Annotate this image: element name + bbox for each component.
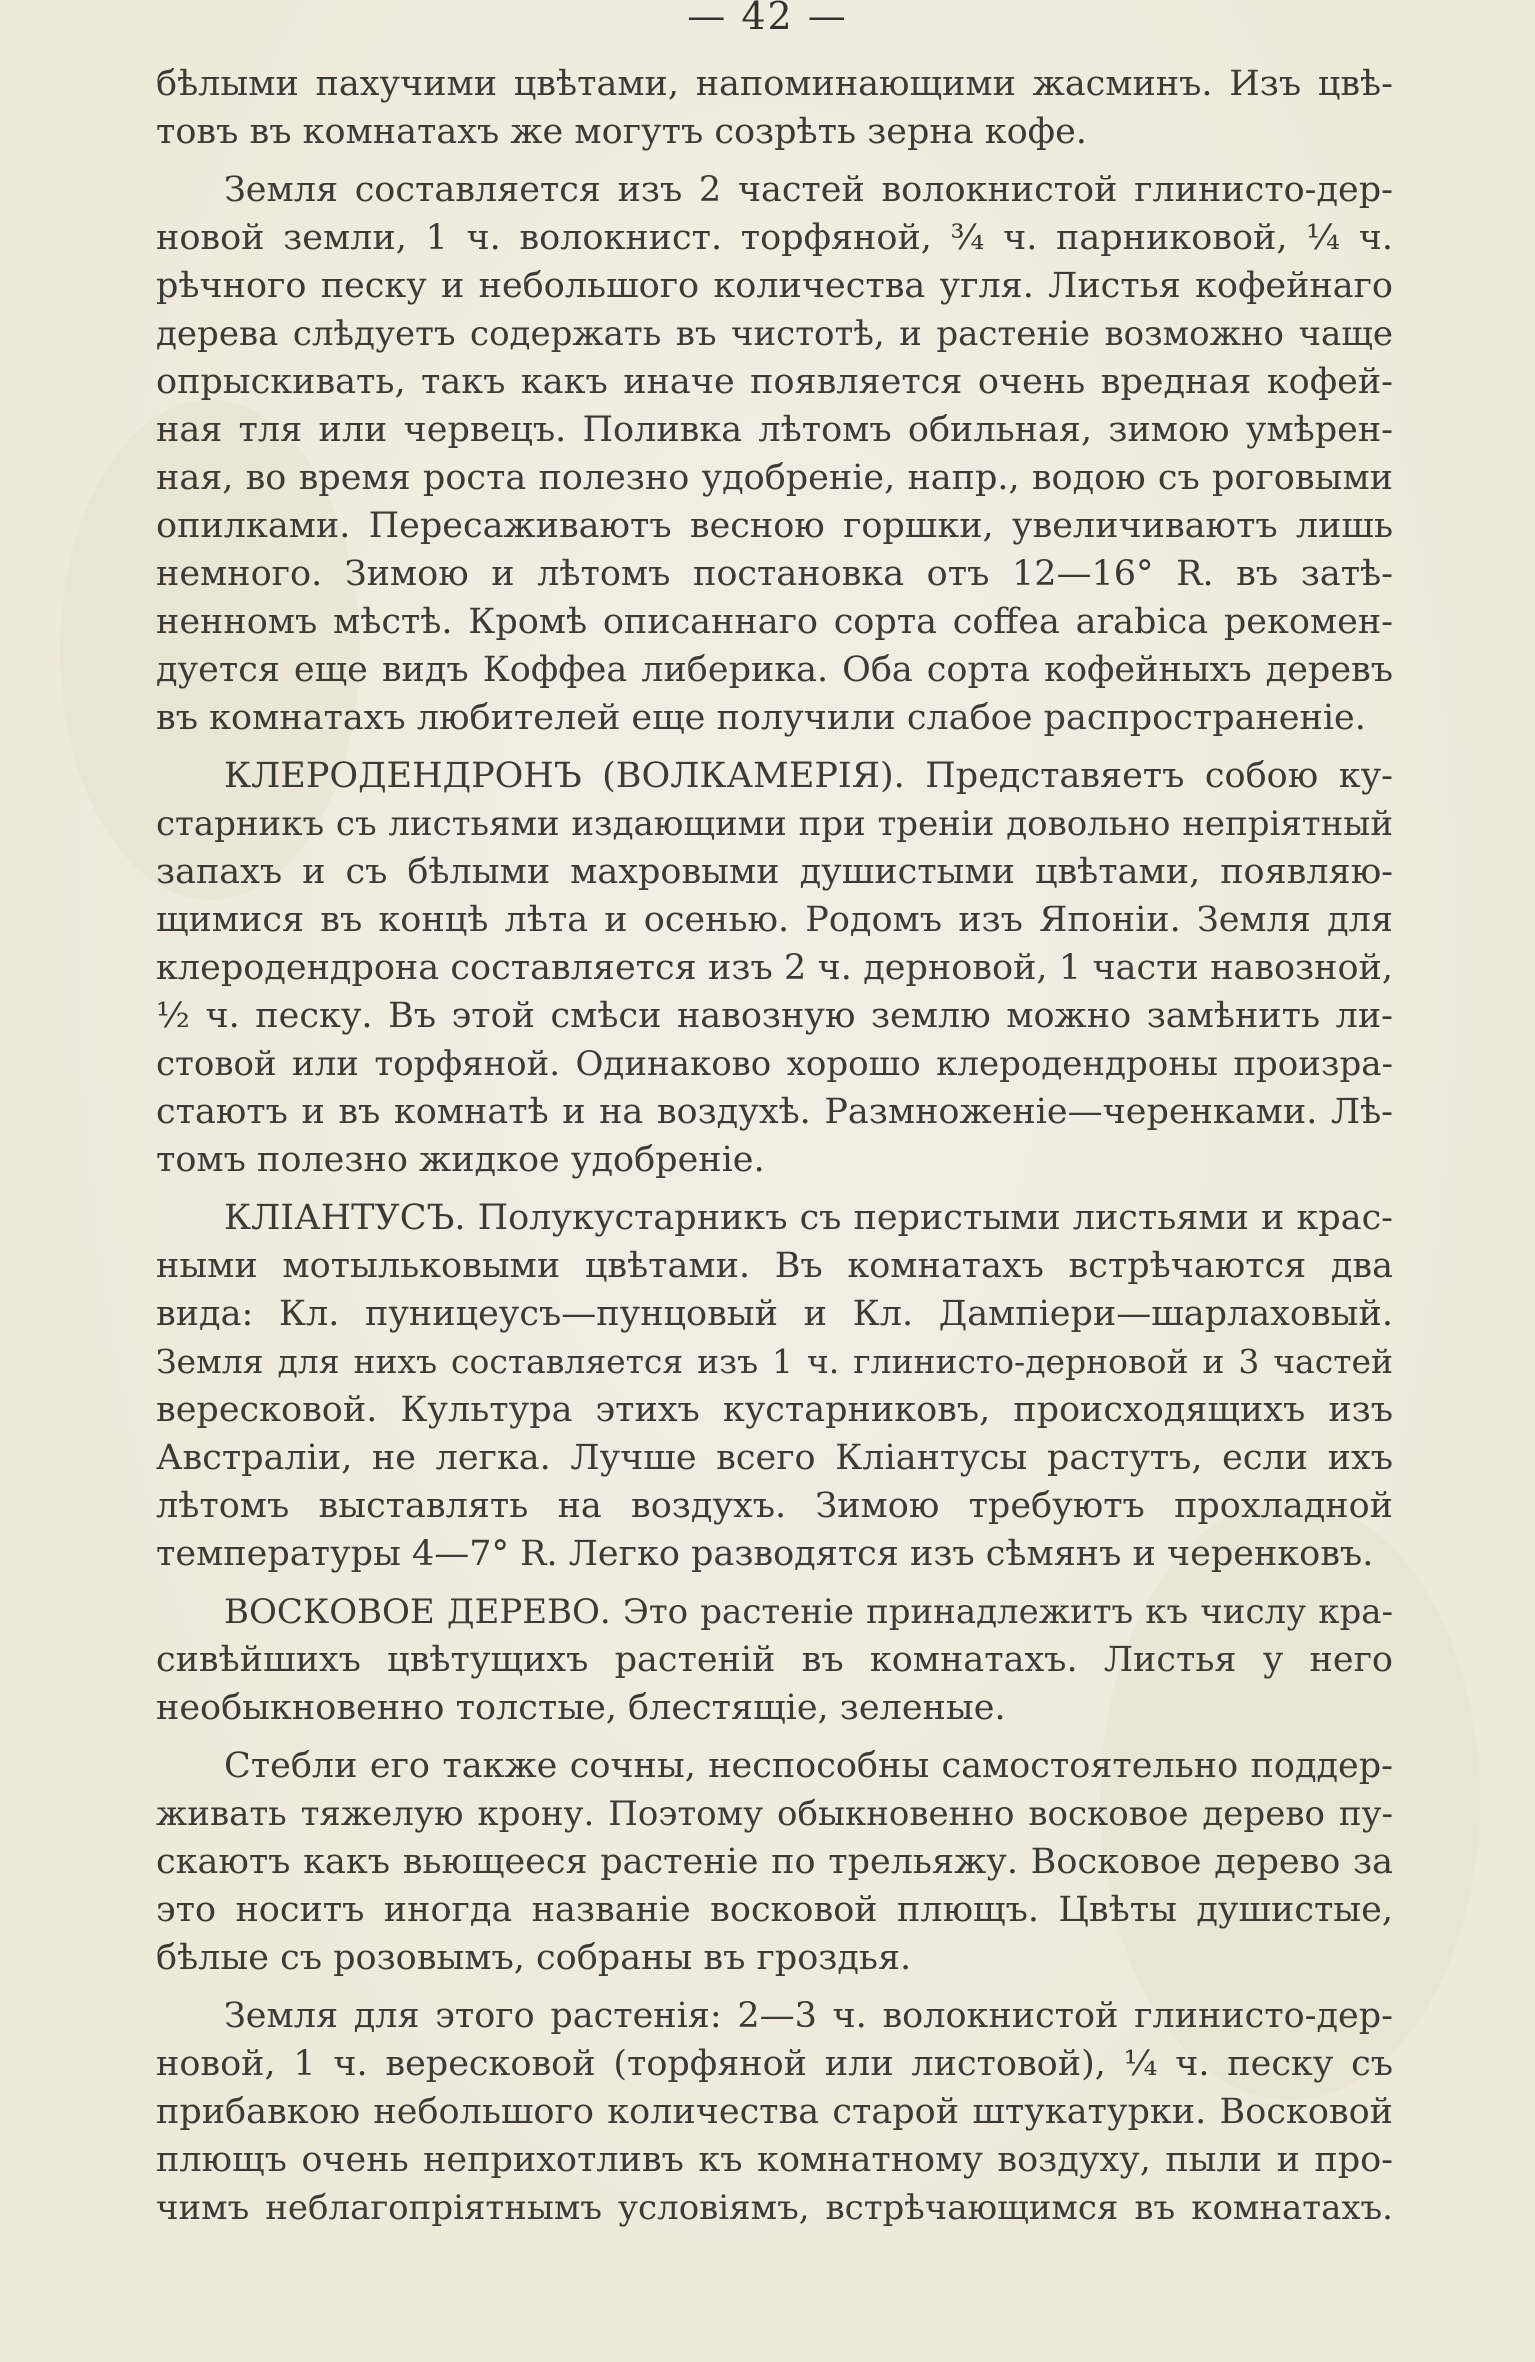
text-line: лѣтомъ выставлять на воздухъ. Зимою требуютъ прохладной bbox=[156, 1486, 1393, 1526]
text-line: запахъ и съ бѣлыми махровыми душистыми цвѣтами, появляю- bbox=[156, 852, 1393, 892]
text-line: прибавкою небольшого количества старой штукатурки. Восковой bbox=[156, 2092, 1393, 2132]
text-line: сивѣйшихъ цвѣтущихъ растеній въ комнатахъ. Листья у него bbox=[156, 1640, 1393, 1680]
text-line: Стебли его также сочны, неспособны самостоятельно поддер- bbox=[224, 1746, 1393, 1786]
text-line: опрыскивать, такъ какъ иначе появляется очень вредная кофей- bbox=[156, 362, 1393, 402]
text-line: старникъ съ листьями издающими при треніи довольно непріятный bbox=[156, 804, 1393, 844]
text-line: вида: Кл. пуницеусъ—пунцовый и Кл. Дампіери—шарлаховый. bbox=[156, 1294, 1393, 1334]
text-line: рѣчного песку и небольшого количества угля. Листья кофейнаго bbox=[156, 266, 1393, 306]
text-line: въ комнатахъ любителей еще получили слабое распространеніе. bbox=[156, 698, 1366, 738]
section-heading-line: КЛІАНТУСЪ. Полукустарникъ съ перистыми листьями и крас- bbox=[224, 1198, 1393, 1238]
text-line: температуры 4—7° R. Легко разводятся изъ сѣмянъ и черенковъ. bbox=[156, 1534, 1374, 1574]
text-line: ная тля или червецъ. Поливка лѣтомъ обильная, зимою умѣрен- bbox=[156, 410, 1393, 450]
text-line: Земля для этого растенія: 2—3 ч. волокнистой глинисто-дер- bbox=[224, 1996, 1393, 2036]
section-heading-line: КЛЕРОДЕНДРОНЪ (ВОЛКАМЕРІЯ). Представяетъ собою ку- bbox=[224, 756, 1393, 796]
text-line: щимися въ концѣ лѣта и осенью. Родомъ изъ Японіи. Земля для bbox=[156, 900, 1393, 940]
text-line: бѣлыми пахучими цвѣтами, напоминающими жасминъ. Изъ цвѣ- bbox=[156, 64, 1393, 104]
text-line: вересковой. Культура этихъ кустарниковъ, происходящихъ изъ bbox=[156, 1390, 1393, 1430]
text-line: немного. Зимою и лѣтомъ постановка отъ 12—16° R. въ затѣ- bbox=[156, 554, 1393, 594]
text-line: стовой или торфяной. Одинаково хорошо клеродендроны произра- bbox=[156, 1044, 1393, 1084]
text-line: Австраліи, не легка. Лучше всего Кліантусы растутъ, если ихъ bbox=[156, 1438, 1393, 1478]
text-line: опилками. Пересаживаютъ весною горшки, увеличиваютъ лишь bbox=[156, 506, 1393, 546]
text-line: товъ въ комнатахъ же могутъ созрѣть зерна кофе. bbox=[156, 112, 1087, 152]
text-line: ½ ч. песку. Въ этой смѣси навозную землю можно замѣнить ли- bbox=[156, 996, 1393, 1036]
text-line: скаютъ какъ вьющееся растеніе по трельяжу. Восковое дерево за bbox=[156, 1842, 1393, 1882]
text-line: томъ полезно жидкое удобреніе. bbox=[156, 1140, 765, 1180]
text-line: чимъ неблагопріятнымъ условіямъ, встрѣчающимся въ комнатахъ. bbox=[156, 2188, 1393, 2228]
text-line: ная, во время роста полезно удобреніе, напр., водою съ роговыми bbox=[156, 458, 1393, 498]
text-line: дуется еще видъ Коффеа либерика. Оба сорта кофейныхъ деревъ bbox=[156, 650, 1393, 690]
text-line: новой, 1 ч. вересковой (торфяной или листовой), ¼ ч. песку съ bbox=[156, 2044, 1393, 2084]
text-line: живать тяжелую крону. Поэтому обыкновенно восковое дерево пу- bbox=[156, 1794, 1393, 1834]
text-line: плющъ очень неприхотливъ къ комнатному воздуху, пыли и про- bbox=[156, 2140, 1393, 2180]
text-line: Земля для нихъ составляется изъ 1 ч. глинисто-дерновой и 3 частей bbox=[156, 1342, 1393, 1381]
page-number: — 42 — bbox=[687, 0, 848, 38]
section-heading-line: ВОСКОВОЕ ДЕРЕВО. Это растеніе принадлежитъ къ числу кра- bbox=[224, 1592, 1393, 1632]
text-line: новой земли, 1 ч. волокнист. торфяной, ¾ ч. парниковой, ¼ ч. bbox=[156, 218, 1393, 258]
text-line: Земля составляется изъ 2 частей волокнистой глинисто-дер- bbox=[224, 170, 1393, 210]
text-line: стаютъ и въ комнатѣ и на воздухѣ. Размноженіе—черенками. Лѣ- bbox=[156, 1092, 1393, 1132]
text-line: клеродендрона составляется изъ 2 ч. дерновой, 1 части навозной, bbox=[156, 948, 1393, 988]
text-line: дерева слѣдуетъ содержать въ чистотѣ, и растеніе возможно чаще bbox=[156, 314, 1393, 354]
text-line: ненномъ мѣстѣ. Кромѣ описаннаго сорта coffea arabica рекомен- bbox=[156, 602, 1393, 642]
text-line: это носитъ иногда названіе восковой плющъ. Цвѣты душистые, bbox=[156, 1890, 1393, 1930]
text-line: бѣлые съ розовымъ, собраны въ гроздья. bbox=[156, 1938, 912, 1978]
text-line: необыкновенно толстые, блестящіе, зеленые. bbox=[156, 1688, 1006, 1728]
text-line: ными мотыльковыми цвѣтами. Въ комнатахъ встрѣчаются два bbox=[156, 1246, 1393, 1286]
